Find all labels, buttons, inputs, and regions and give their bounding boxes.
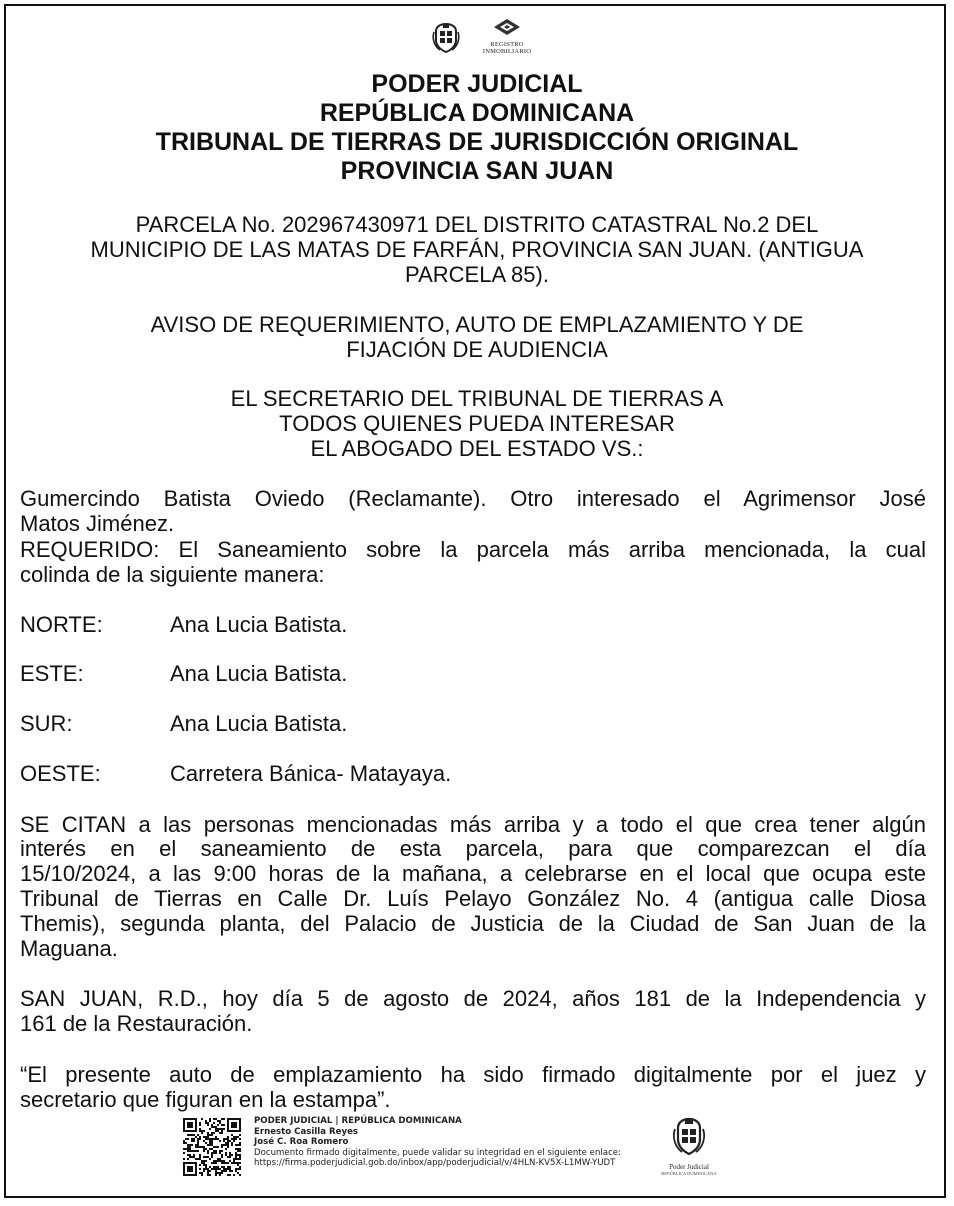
boundary-label: OESTE: [20,761,101,786]
boundary-value: Ana Lucia Batista. [170,661,348,686]
firma-line-2: secretario que figuran en la estampa”. [20,1087,391,1112]
registro-diamond-icon [492,18,522,36]
secretario-line-2: TODOS QUIENES PUEDA INTERESAR [279,411,675,436]
poder-judicial-logo-text: Poder Judicial [669,1163,709,1171]
parcela-line-1: PARCELA No. 202967430971 DEL DISTRITO CATASTRAL No.2 DEL [135,212,819,237]
boundary-value: Ana Lucia Batista. [170,612,348,637]
stamp-text [254,1116,621,1169]
fecha-line-1: SAN JUAN, R.D., hoy día 5 de agosto de 2024, años 181 de la Independencia y [20,986,926,1011]
header-provincia: PROVINCIA SAN JUAN [340,157,614,185]
boundary-label: ESTE: [20,661,84,686]
fecha-line-2: 161 de la Restauración. [20,1011,253,1036]
digital-signature-stamp [180,1114,780,1184]
stamp-secretary: José C. Roa Romero [254,1137,349,1148]
stamp-note: Documento firmado digitalmente, puede validar su integridad en el siguiente enlace: [254,1147,621,1158]
body-p2-line-1: REQUERIDO: El Saneamiento sobre la parcela más arriba mencionada, la cual [20,537,926,562]
body-p1-line-1: Gumercindo Batista Oviedo (Reclamante). Otro interesado el Agrimensor José [20,486,926,511]
secretario-line-3: EL ABOGADO DEL ESTADO VS.: [310,436,644,461]
aviso-line-1: AVISO DE REQUERIMIENTO, AUTO DE EMPLAZAMIENTO Y DE [150,312,804,337]
header-logos [0,18,954,62]
body-p2-line-2: colinda de la siguiente manera: [20,562,325,587]
stamp-judge: Ernesto Casilla Reyes [254,1126,359,1137]
header-tribunal: TRIBUNAL DE TIERRAS DE JURISDICCIÓN ORIGINAL [155,128,799,156]
coat-of-arms-icon [430,22,462,54]
citan-line-1: SE CITAN a las personas mencionadas más arriba y a todo el que crea tener algún [20,812,926,837]
boundary-value: Carretera Bánica- Matayaya. [170,761,452,786]
citan-line-4: Tribunal de Tierras en Calle Dr. Luís Pelayo González No. 4 (antigua calle Diosa [20,886,926,911]
citan-line-3: 15/10/2024, a las 9:00 horas de la mañana, a celebrarse en el local que ocupa este [20,861,926,886]
poder-judicial-logo [660,1116,718,1180]
poder-judicial-seal-icon [669,1116,709,1158]
registro-inmobiliario-text: REGISTRO INMOBILIARIO [482,41,532,55]
stamp-link[interactable]: https://firma.poderjudicial.gob.do/inbox/app/poderjudicial/v/4HLN-KV5X-L1MW-YUDT [254,1158,616,1169]
poder-judicial-logo-subtext: REPÚBLICA DOMINICANA [661,1171,717,1176]
qr-code-icon[interactable] [183,1118,241,1176]
boundary-label: SUR: [20,711,73,736]
parcela-line-2: MUNICIPIO DE LAS MATAS DE FARFÁN, PROVINCIA SAN JUAN. (ANTIGUA [90,237,864,262]
secretario-line-1: EL SECRETARIO DEL TRIBUNAL DE TIERRAS A [230,386,724,411]
stamp-institution: PODER JUDICIAL | REPÚBLICA DOMINICANA [254,1116,462,1126]
citan-line-2: interés en el saneamiento de esta parcela, para que comparezcan el día [20,836,926,861]
header-republica: REPÚBLICA DOMINICANA [319,99,635,127]
aviso-line-2: FIJACIÓN DE AUDIENCIA [346,337,608,362]
firma-line-1: “El presente auto de emplazamiento ha sido firmado digitalmente por el juez y [20,1062,926,1087]
citan-line-6: Maguana. [20,936,118,961]
body-p1-line-2: Matos Jiménez. [20,511,175,536]
boundary-value: Ana Lucia Batista. [170,711,348,736]
boundary-label: NORTE: [20,612,103,637]
registro-inmobiliario-logo [476,18,538,62]
parcela-line-3: PARCELA 85). [405,262,549,287]
citan-line-5: Themis), segunda planta, del Palacio de Justicia de la Ciudad de San Juan de la [20,911,926,936]
header-poder-judicial: PODER JUDICIAL [371,70,583,98]
